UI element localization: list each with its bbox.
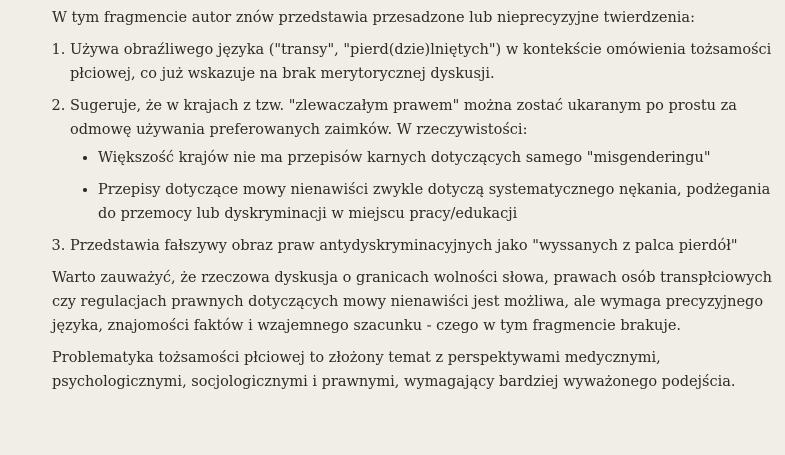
list-item (70, 234, 772, 258)
list-item (70, 38, 772, 86)
intro-paragraph: W tym fragmencie autor znów przedstawia przesadzone lub nieprecyzyjne twierdzenia: (52, 10, 695, 26)
bullet-item (98, 146, 772, 170)
bullet-item-text: Przepisy dotyczące mowy nienawiści zwykle dotyczą systematycznego nękania, podżegania do przemocy lub dyskryminacji w miejscu pracy/edukacji (98, 182, 771, 222)
message-content (52, 6, 772, 402)
paragraph: Warto zauważyć, że rzeczowa dyskusja o granicach wolności słowa, prawach osób transpłciowych czy regulacjach prawnych dotyczących mowy nienawiści jest możliwa, ale wymaga precyzyjnego języka, znajomości faktów i wzajemnego szacunku - czego w tym fragmencie brakuje. (52, 270, 772, 334)
bullet-list (70, 146, 772, 226)
list-item (70, 94, 772, 226)
bullet-item (98, 178, 772, 226)
list-item-text: Przedstawia fałszywy obraz praw antydyskryminacyjnych jako "wyssanych z palca pierdół" (70, 238, 738, 254)
paragraph: Problematyka tożsamości płciowej to złożony temat z perspektywami medycznymi, psychologicznymi, socjologicznymi i prawnymi, wymagający bardziej wyważonego podejścia. (52, 350, 736, 390)
bullet-item-text: Większość krajów nie ma przepisów karnych dotyczących samego "misgenderingu" (98, 150, 711, 166)
list-item-text: Sugeruje, że w krajach z tzw. "zlewaczałym prawem" można zostać ukaranym po prostu za odmowę używania preferowanych zaimków. W rzeczywistości: (70, 98, 737, 138)
numbered-list (52, 38, 772, 258)
list-item-text: Używa obraźliwego języka ("transy", "pierd(dzie)lniętych") w kontekście omówienia tożsamości płciowej, co już wskazuje na brak merytorycznej dyskusji. (70, 42, 772, 82)
